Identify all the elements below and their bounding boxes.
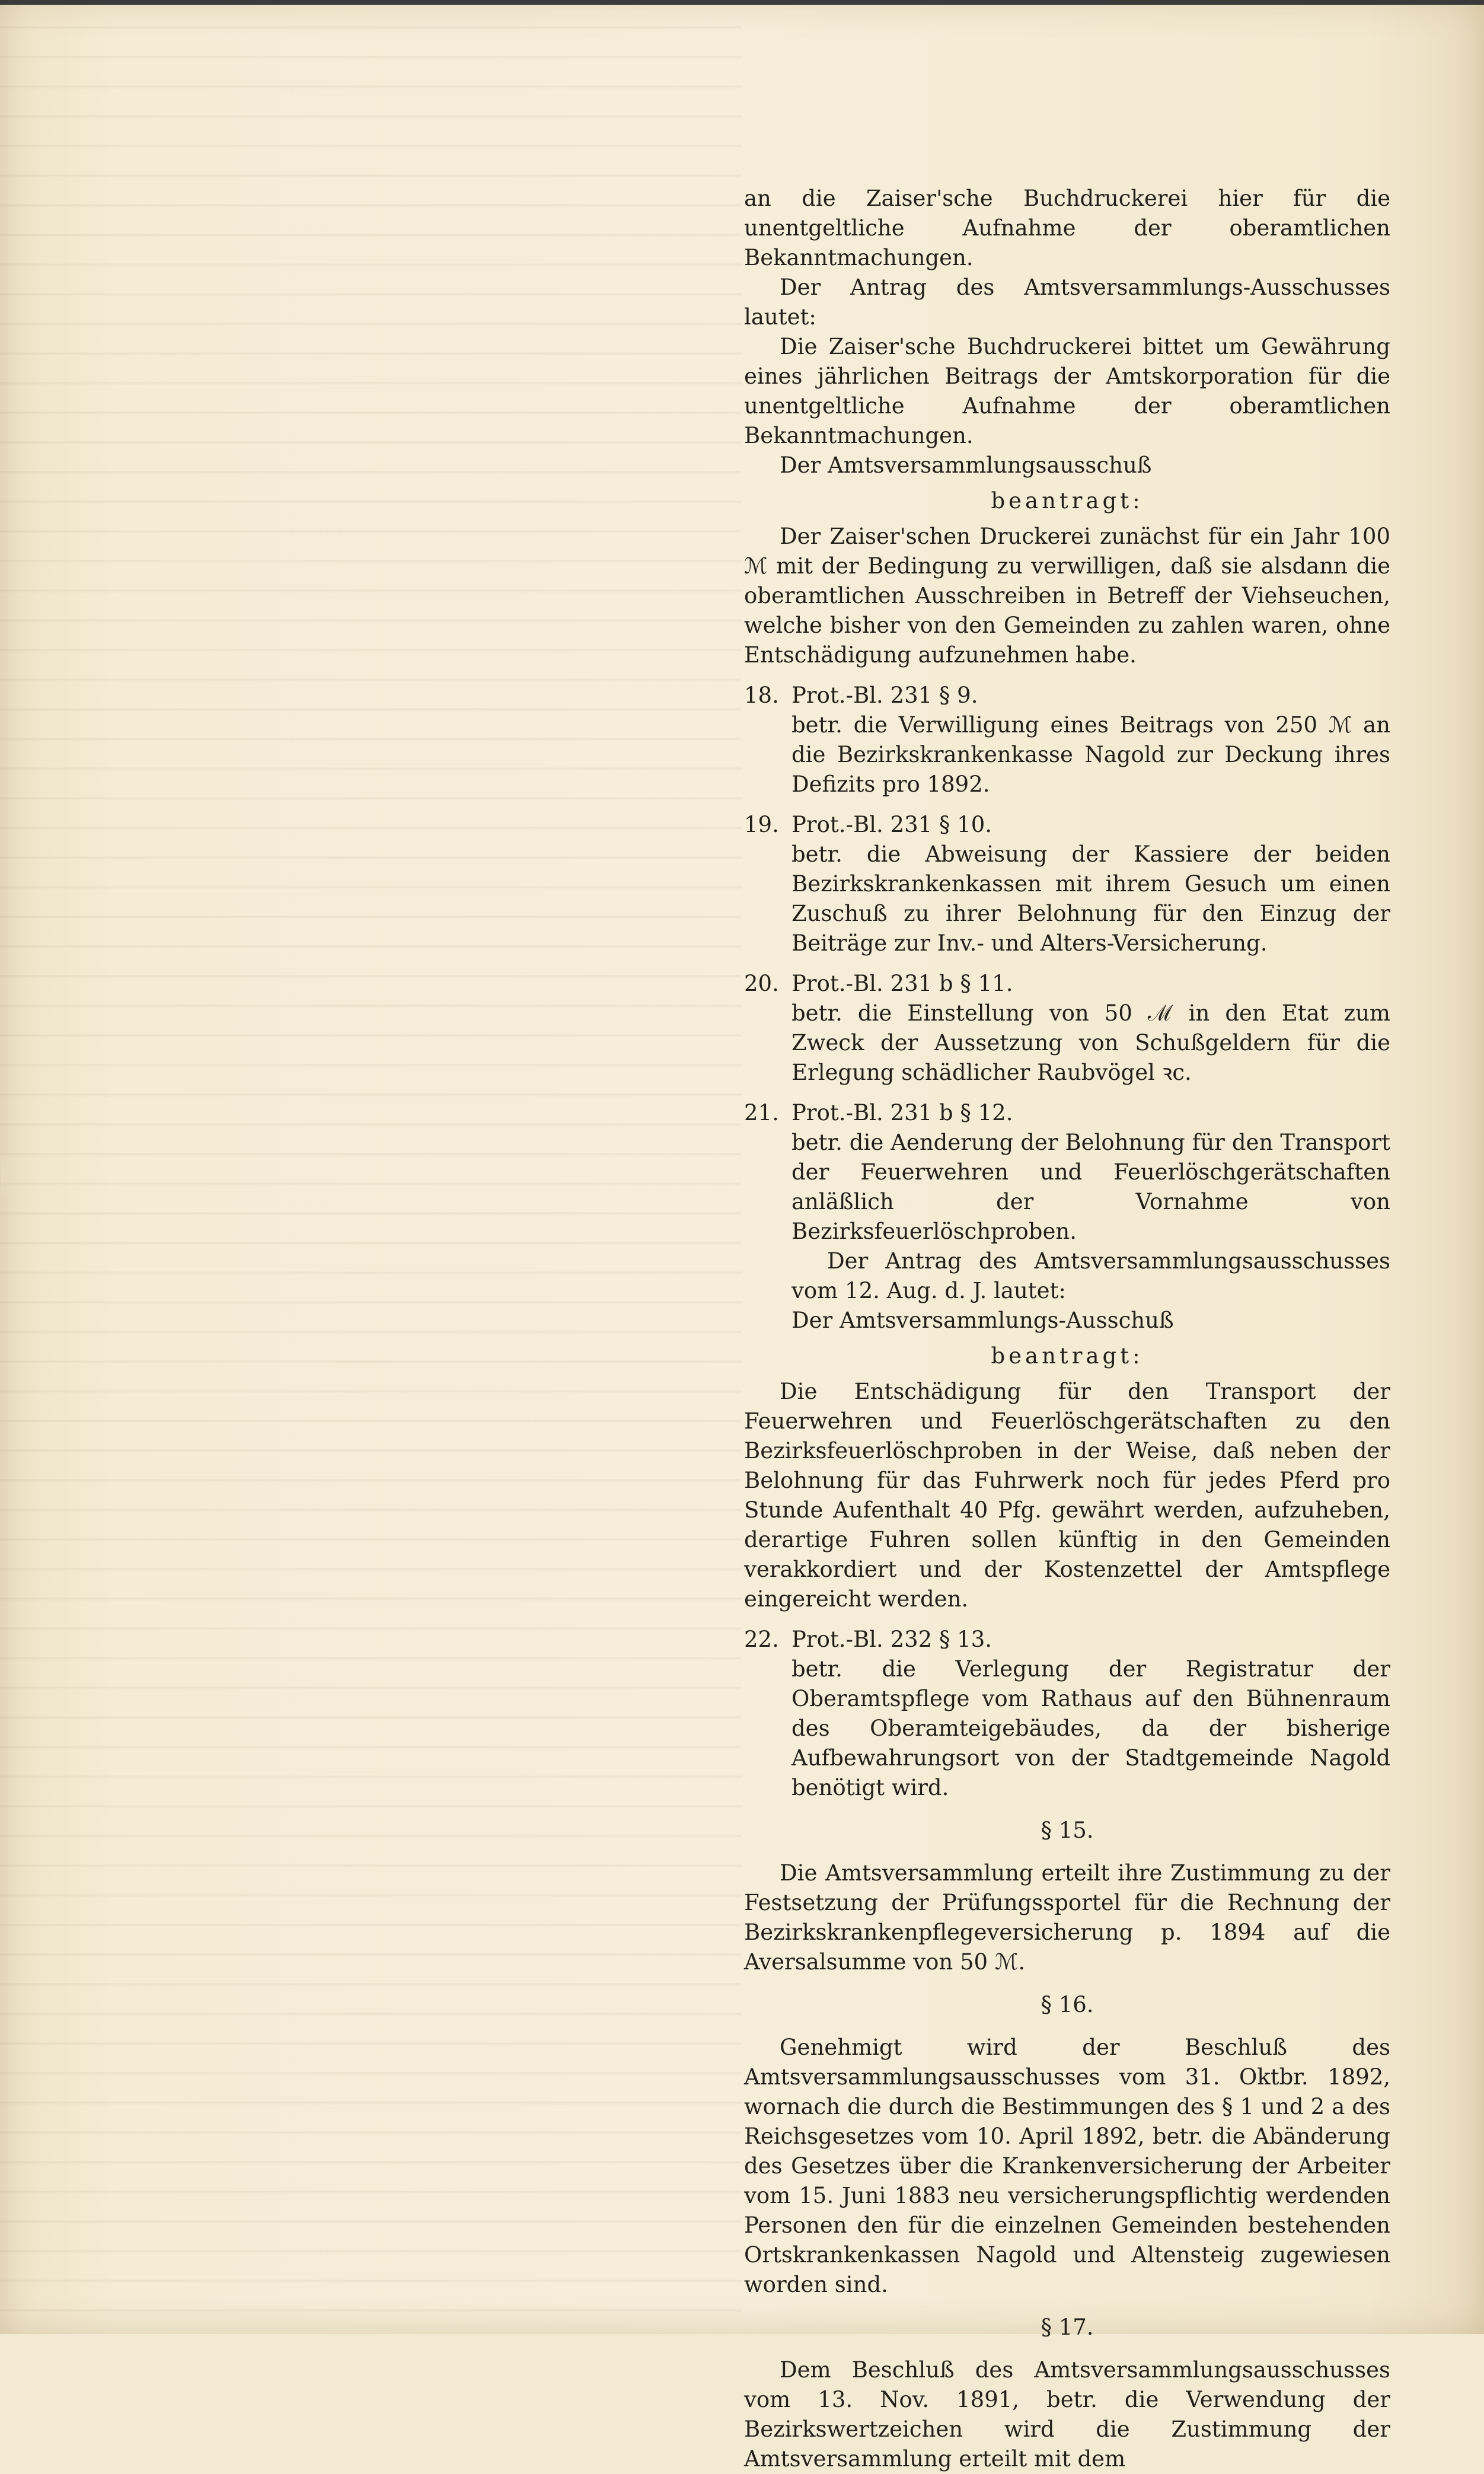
section-15-text: Die Amtsversammlung erteilt ihre Zustimmung zu der Festsetzung der Prüfungssportel für die Rechnung der Bezirkskrankenpflegeversicherung p. 1894 auf die Aversalsumme von 50 ℳ. — [744, 1860, 1390, 1975]
intro-line-4: Der Amtsversammlungsausschuß — [780, 452, 1152, 478]
intro-line-2: Der Antrag des Amtsversammlungs-Ausschusses lautet: — [744, 275, 1390, 330]
item-text: betr. die Einstellung von 50 ℳ in den Etat zum Zweck der Aussetzung von Schußgeldern für die Erlegung schädlicher Raubvögel ꝛc. — [792, 1000, 1390, 1085]
item-reference: Prot.-Bl. 231 § 10. — [792, 812, 992, 837]
item-number: 20. — [744, 971, 779, 996]
section-16-heading: § 16. — [1041, 1992, 1094, 2017]
intro-line-3: Die Zaiser'sche Buchdruckerei bittet um Gewährung eines jährlichen Beitrags der Amtskorporation für die unentgeltliche Aufnahme der oberamtlichen Bekanntmachungen. — [744, 334, 1390, 448]
text-column — [744, 184, 1390, 2474]
item-reference: Prot.-Bl. 231 b § 11. — [792, 971, 1013, 996]
item-number: 18. — [744, 683, 779, 708]
item-19 — [744, 810, 1390, 958]
item-reference: Prot.-Bl. 231 b § 12. — [792, 1100, 1013, 1126]
paper-tear-mark — [1, 1147, 18, 1201]
item-antrag-intro: Der Antrag des Amtsversammlungsausschusses vom 12. Aug. d. J. lautet: — [792, 1248, 1390, 1303]
item-22 — [744, 1625, 1390, 1803]
bleed-through-area — [0, 0, 741, 2334]
section-17-heading: § 17. — [1041, 2314, 1094, 2340]
beantragt-heading-2: beantragt: — [991, 1343, 1144, 1369]
item-21 — [744, 1098, 1390, 1335]
beantragt-heading-1: beantragt: — [991, 488, 1144, 514]
item-18 — [744, 681, 1390, 799]
item-number: 22. — [744, 1627, 779, 1652]
item-text: betr. die Abweisung der Kassiere der beiden Bezirkskrankenkassen mit ihrem Gesuch um einen Zuschuß zu ihrer Belohnung für den Einzug der Beiträge zur Inv.- und Alters-Versicherung. — [792, 841, 1390, 956]
antrag-2: Die Entschädigung für den Transport der Feuerwehren und Feuerlöschgerätschaften zu den Bezirksfeuerlöschproben in der Weise, daß neben der Belohnung für das Fuhrwerk noch für jedes Pferd pro Stunde Aufenthalt 40 Pfg. gewährt werden, aufzuheben, derartige Fuhren sollen künftig in den Gemeinden verakkordiert und der Kostenzettel der Amtspflege eingereicht werden. — [744, 1379, 1390, 1612]
antrag-1: Der Zaiser'schen Druckerei zunächst für ein Jahr 100 ℳ mit der Bedingung zu verwilligen, daß sie alsdann die oberamtlichen Ausschreiben in Betreff der Viehseuchen, welche bisher von den Gemeinden zu zahlen waren, ohne Entschädigung aufzunehmen habe. — [744, 524, 1390, 668]
item-20 — [744, 969, 1390, 1088]
section-17-text: Dem Beschluß des Amtsversammlungsausschusses vom 13. Nov. 1891, betr. die Verwendung der Bezirkswertzeichen wird die Zustimmung der Amtsversammlung erteilt mit dem — [744, 2357, 1390, 2472]
item-text: betr. die Verlegung der Registratur der Oberamtspflege vom Rathaus auf den Bühnenraum des Oberamteigebäudes, da der bisherige Aufbewahrungsort von der Stadtgemeinde Nagold benötigt wird. — [792, 1656, 1390, 1800]
item-number: 21. — [744, 1100, 779, 1126]
item-ausschuss: Der Amtsversammlungs-Ausschuß — [792, 1308, 1174, 1333]
item-text: betr. die Aenderung der Belohnung für den Transport der Feuerwehren und Feuerlöschgerätschaften anläßlich der Vornahme von Bezirksfeuerlöschproben. — [792, 1130, 1390, 1244]
section-16-text: Genehmigt wird der Beschluß des Amtsversammlungsausschusses vom 31. Oktbr. 1892, wornach die durch die Bestimmungen des § 1 und 2 a des Reichsgesetzes vom 10. April 1892, betr. die Abänderung des Gesetzes über die Krankenversicherung der Arbeiter vom 15. Juni 1883 neu versicherungspflichtig werdenden Personen den für die einzelnen Gemeinden bestehenden Ortskrankenkassen Nagold und Altensteig zugewiesen worden sind. — [744, 2035, 1390, 2297]
section-15-heading: § 15. — [1041, 1818, 1094, 1843]
item-reference: Prot.-Bl. 231 § 9. — [792, 683, 978, 708]
intro-line-1: an die Zaiser'sche Buchdruckerei hier für die unentgeltliche Aufnahme der oberamtlichen Bekanntmachungen. — [744, 186, 1390, 270]
item-reference: Prot.-Bl. 232 § 13. — [792, 1627, 992, 1652]
item-text: betr. die Verwilligung eines Beitrags von 250 ℳ an die Bezirkskrankenkasse Nagold zur Deckung ihres Defizits pro 1892. — [792, 712, 1390, 797]
item-number: 19. — [744, 812, 779, 837]
